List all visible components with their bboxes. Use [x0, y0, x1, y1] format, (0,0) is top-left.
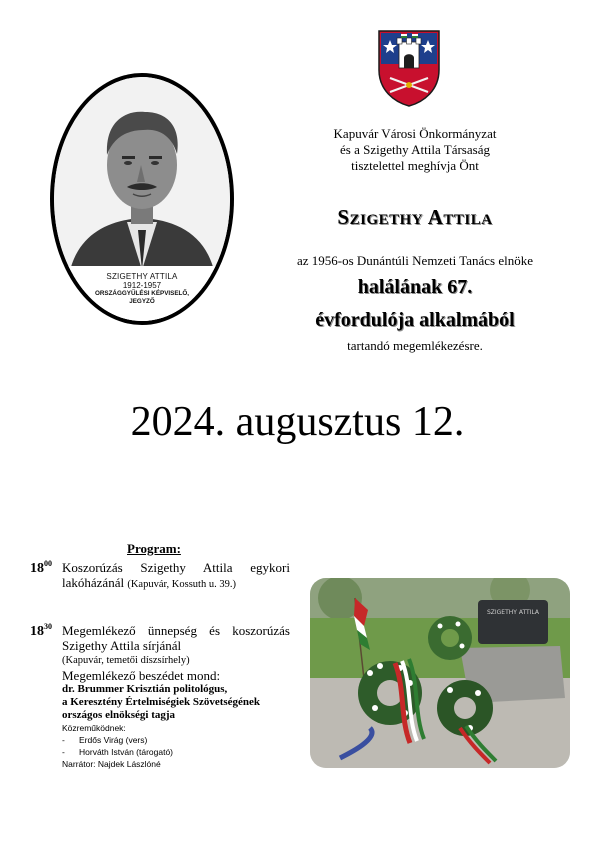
speaker-line-3: országos elnökségi tagja [62, 709, 176, 721]
contributor-item: - Horváth István (tárogató) [62, 747, 174, 757]
contributor-name: Horváth István (tárogató) [79, 747, 174, 757]
caption-years: 1912-1957 [122, 281, 162, 291]
time-minute: 30 [44, 622, 52, 631]
coat-of-arms-icon [376, 28, 442, 108]
speaker-line-2: a Keresztény Értelmiségiek Szövetségének [62, 696, 261, 708]
caption-name: SZIGETHY ATTILA [106, 272, 178, 281]
contributor-name: Erdős Virág (vers) [79, 735, 148, 745]
item-location: (Kapuvár, temetői díszsírhely) [62, 655, 190, 666]
program-title: Program: [127, 541, 181, 556]
contributor-item: - Erdős Virág (vers) [62, 735, 148, 745]
invitation-line-3: tisztelettel meghívja Önt [351, 158, 479, 173]
kapuvar-coat-of-arms [376, 28, 442, 108]
headstone-text: SZIGETHY ATTILA [486, 609, 540, 616]
speaker-line-1: dr. Brummer Krisztián politológus, [62, 683, 228, 695]
caption-role-line-1: ORSZÁGGYŰLÉSI KÉPVISELŐ, [94, 290, 190, 298]
program-item-2 [62, 623, 290, 770]
item-text-line-2: lakóházánál [62, 575, 125, 590]
honoree-role: az 1956-os Dunántúli Nemzeti Tanács elnöke [296, 253, 534, 268]
contributors-label: Közreműködnek: [62, 723, 126, 733]
anniversary-line-1: halálának 67. [357, 276, 473, 298]
caption-role-line-2: JEGYZŐ [129, 297, 155, 305]
invitation-line-2: és a Szigethy Attila Társaság [340, 142, 490, 157]
program-time-2 [30, 622, 52, 640]
anniversary-line-2: évfordulója alkalmából [315, 309, 515, 331]
invitation-line-1: Kapuvár Városi Önkormányzat [333, 126, 497, 141]
grave-photo [310, 578, 570, 768]
event-date: 2024. augusztus 12. [130, 399, 465, 445]
speech-label: Megemlékező beszédet mond: [62, 668, 221, 683]
narrator: Narrátor: Najdek Lászlóné [62, 759, 161, 769]
time-hour: 18 [30, 561, 44, 576]
item-text-line-2: Szigethy Attila sírjánál [62, 638, 182, 653]
item-location: (Kapuvár, Kossuth u. 39.) [127, 579, 236, 590]
invitation-tail: tartandó megemlékezésre. [347, 338, 483, 353]
honoree-name: Szigethy Attila [337, 205, 493, 229]
portrait-medallion [47, 70, 237, 328]
time-hour: 18 [30, 624, 44, 639]
portrait-caption [47, 272, 237, 305]
item-text-line-1: Megemlékező ünnepség és koszorúzás [62, 623, 290, 638]
program-time-1 [30, 559, 52, 577]
program-item-1 [62, 560, 290, 592]
item-text-line-1: Koszorúzás Szigethy Attila egykori [62, 560, 290, 575]
time-minute: 00 [44, 559, 52, 568]
grave-wreaths-image [310, 578, 570, 768]
